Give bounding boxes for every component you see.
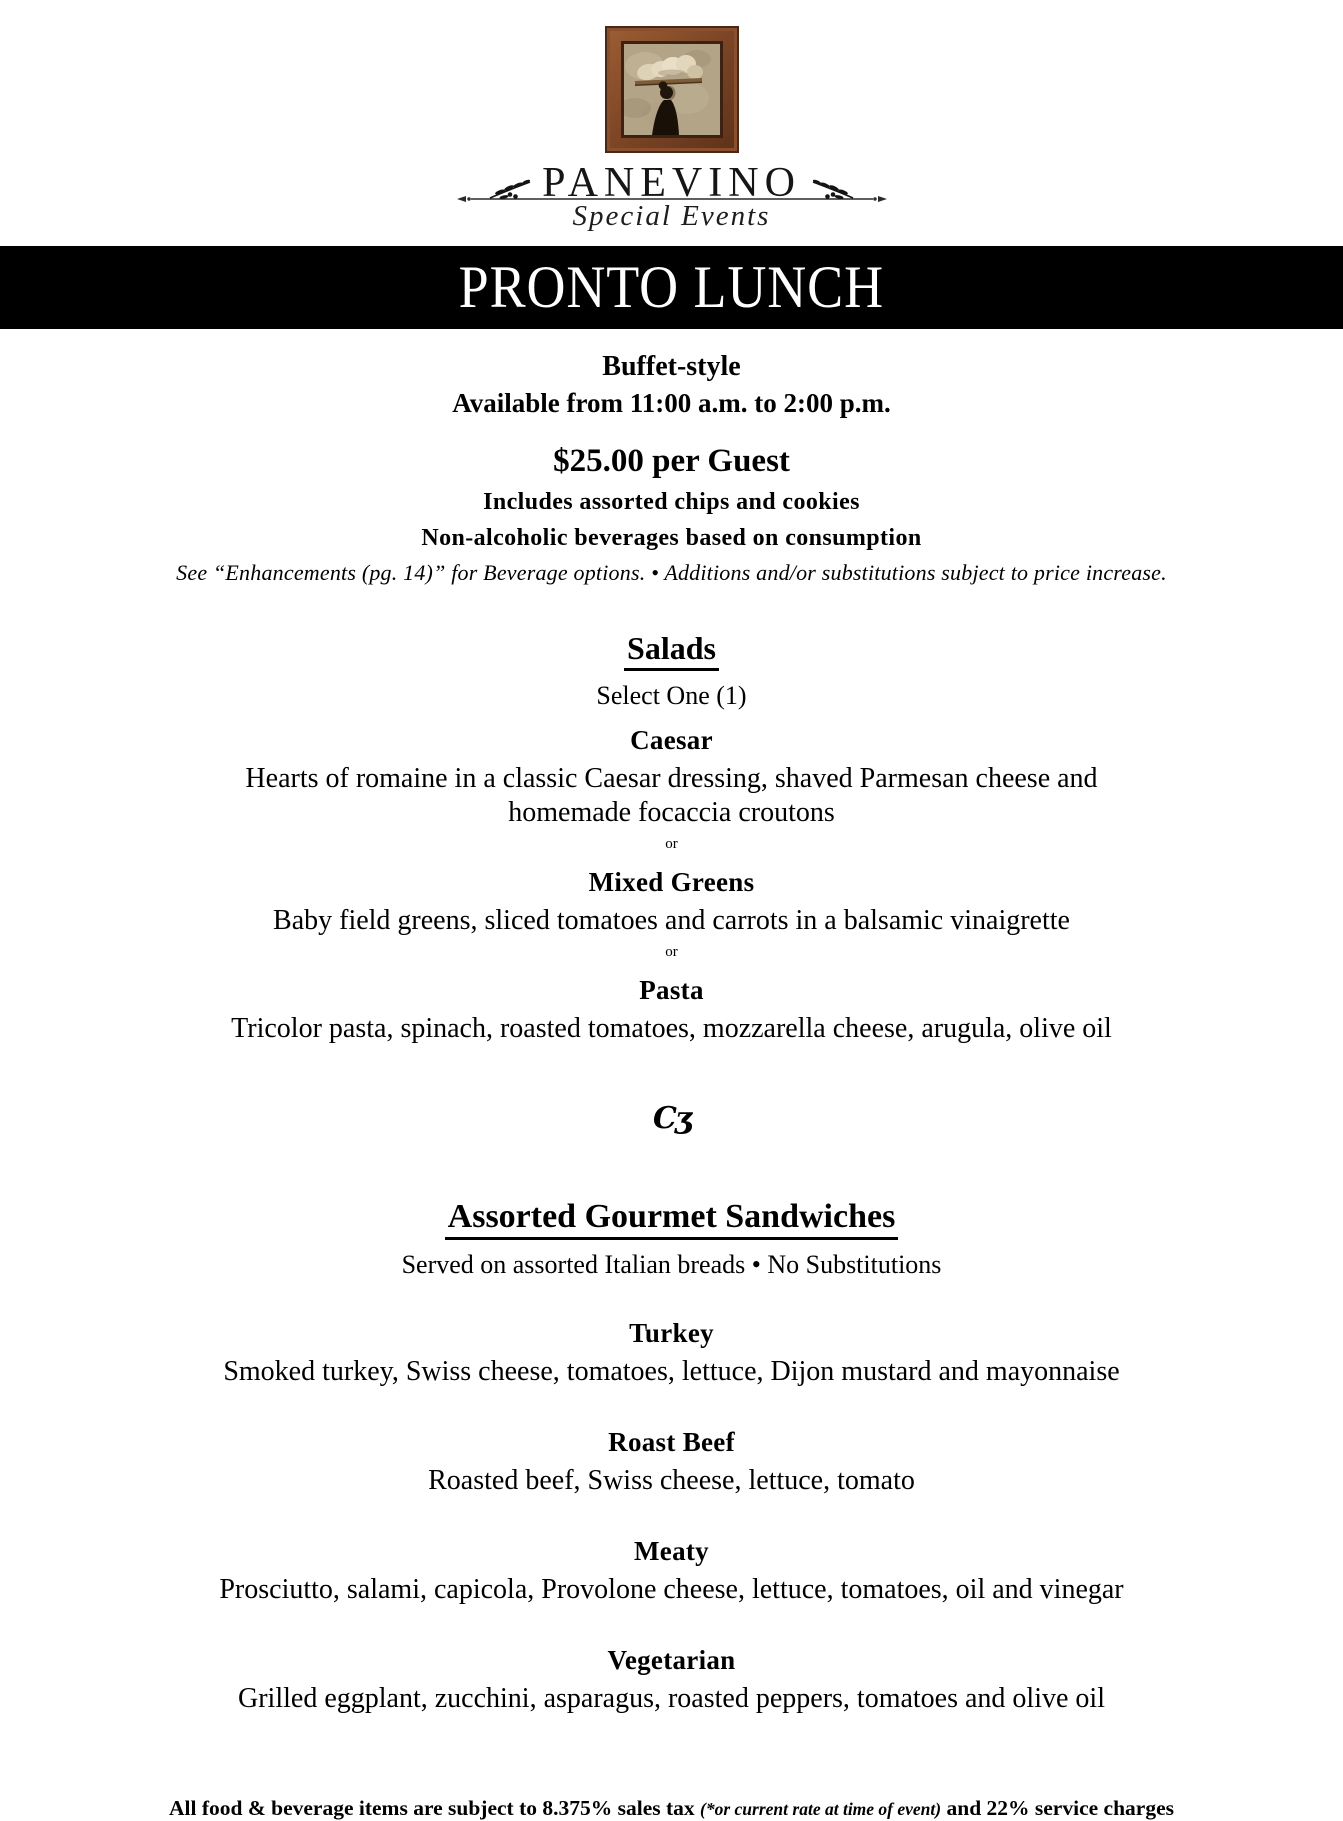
item-name-roast-beef: Roast Beef [608,1426,735,1457]
item-description-roast-beef: Roasted beef, Swiss cheese, lettuce, tomato [428,1464,915,1496]
sandwiches-section-heading [0,1198,1343,1240]
item-name-vegetarian: Vegetarian [607,1645,736,1676]
tax-disclaimer-lead: All food & beverage items are subject to 8.375% sales tax [168,1796,701,1821]
includes-note: Includes assorted chips and cookies [483,489,860,515]
item-name-mixed-greens: Mixed Greens [588,867,755,898]
section-title-salads: Salads [624,630,719,671]
bread-carrier-photo-icon [605,26,739,153]
beverage-note: Non-alcoholic beverages based on consumption [421,525,922,551]
availability: Available from 11:00 a.m. to 2:00 p.m. [452,388,891,418]
salads-subtitle: Select One (1) [596,681,747,710]
item-name-pasta: Pasta [639,975,704,1006]
menu-body [0,351,1343,1716]
title-banner [0,246,1343,329]
item-description-turkey: Smoked turkey, Swiss cheese, tomatoes, lettuce, Dijon mustard and mayonnaise [223,1355,1120,1387]
item-description-vegetarian: Grilled eggplant, zucchini, asparagus, roasted peppers, tomatoes and olive oil [238,1683,1105,1715]
service-style: Buffet-style [602,351,741,382]
logo-photo [0,26,1343,153]
section-title-sandwiches: Assorted Gourmet Sandwiches [445,1198,899,1240]
price-per-guest: $25.00 per Guest [553,443,790,479]
logo-header [0,0,1343,233]
brand-name: PANEVINO [542,160,801,206]
menu-title: PRONTO LUNCH [458,254,885,320]
item-description-pasta: Tricolor pasta, spinach, roasted tomatoes, mozzarella cheese, arugula, olive oil [231,1013,1112,1045]
tax-disclaimer-tail: and 22% service charges [941,1796,1174,1821]
item-name-meaty: Meaty [634,1535,709,1566]
enhancements-note: See “Enhancements (pg. 14)” for Beverage options. • Additions and/or substitutions subject to price increase. [176,560,1167,585]
item-name-caesar: Caesar [630,725,713,755]
item-name-turkey: Turkey [629,1317,714,1348]
tax-disclaimer [0,1796,1343,1821]
item-description-meaty: Prosciutto, salami, capicola, Provolone cheese, lettuce, tomatoes, oil and vinegar [219,1573,1124,1605]
sandwiches-subtitle: Served on assorted Italian breads • No Substitutions [401,1249,942,1279]
salads-section-heading [0,630,1343,671]
or-separator: or [665,836,678,853]
section-divider-glyph: Cʒ [653,1100,690,1136]
tax-disclaimer-parenthetical: (*or current rate at time of event) [700,1799,942,1820]
item-description-mixed-greens: Baby field greens, sliced tomatoes and carrots in a balsamic vinaigrette [273,905,1070,937]
item-description-caesar: Hearts of romaine in a classic Caesar dressing, shaved Parmesan cheese and homemade focaccia croutons [245,763,1098,829]
brand-tagline: Special Events [572,200,771,232]
or-separator: or [665,944,678,961]
